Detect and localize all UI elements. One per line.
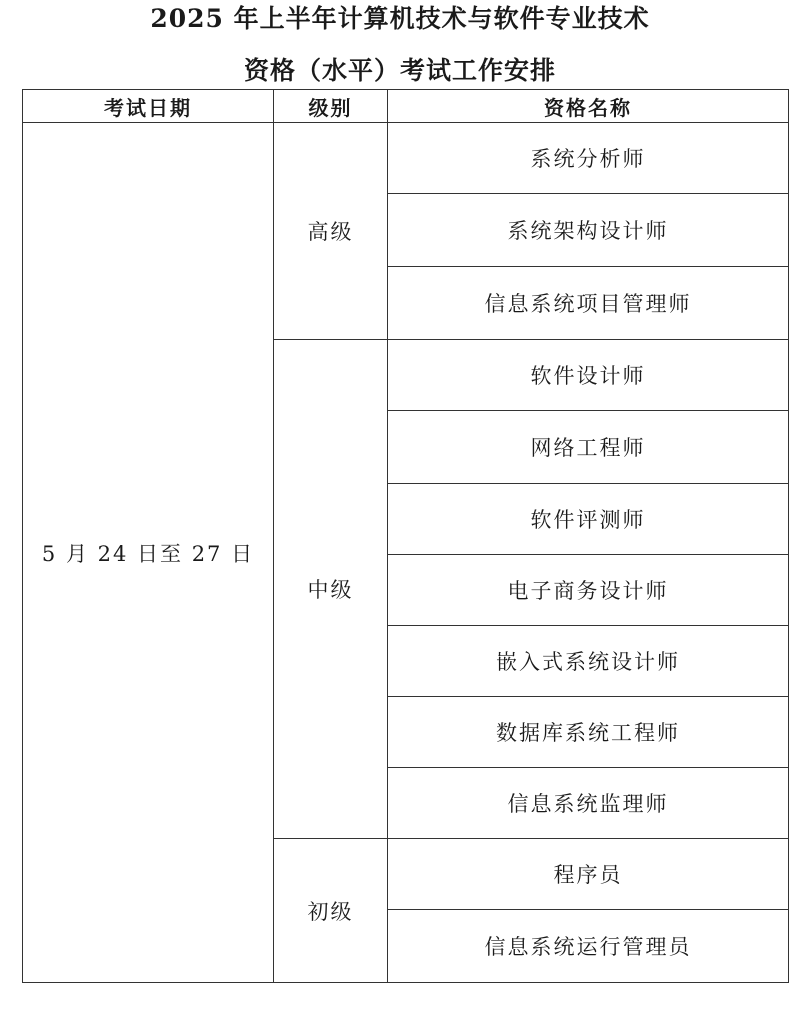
qualification-name-cell: 信息系统监理师 — [388, 768, 789, 839]
document-title-line-2: 资格（水平）考试工作安排 — [243, 56, 556, 85]
level-cell-senior: 高级 — [274, 123, 388, 340]
header-level: 级别 — [274, 90, 388, 123]
header-qualification-name: 资格名称 — [388, 90, 789, 123]
qualification-name-cell: 信息系统运行管理员 — [388, 910, 789, 983]
document-title-line-1: 2025 年上半年计算机技术与软件专业技术 — [150, 4, 650, 33]
qualification-name-cell: 数据库系统工程师 — [388, 697, 789, 768]
qualification-name-cell: 软件设计师 — [388, 340, 789, 411]
table-row — [23, 123, 789, 194]
qualification-name-cell: 嵌入式系统设计师 — [388, 626, 789, 697]
qualification-name-cell: 系统分析师 — [388, 123, 789, 194]
table-header-row — [23, 90, 789, 123]
header-exam-date: 考试日期 — [23, 90, 274, 123]
qualification-name-cell: 电子商务设计师 — [388, 555, 789, 626]
qualification-name-cell: 网络工程师 — [388, 411, 789, 484]
qualification-name-cell: 系统架构设计师 — [388, 194, 789, 267]
level-cell-junior: 初级 — [274, 839, 388, 983]
level-cell-intermediate: 中级 — [274, 340, 388, 839]
exam-schedule-table — [22, 89, 789, 983]
qualification-name-cell: 信息系统项目管理师 — [388, 267, 789, 340]
qualification-name-cell: 软件评测师 — [388, 484, 789, 555]
qualification-name-cell: 程序员 — [388, 839, 789, 910]
exam-date-cell: 5 月 24 日至 27 日 — [23, 123, 274, 983]
